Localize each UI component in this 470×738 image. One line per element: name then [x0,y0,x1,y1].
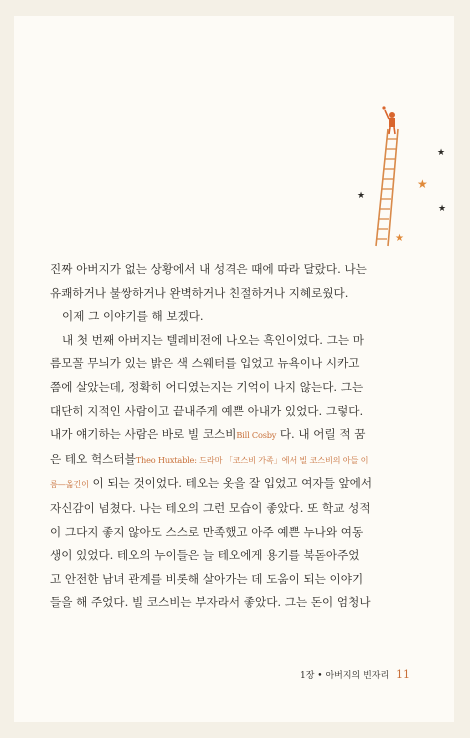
translator-note: 름—옮긴이 [50,479,89,490]
translator-note: Theo Huxtable: 드라마 「코스비 가족」에서 빌 코스비의 아들 이 [135,454,369,465]
star-icon: ★ [395,233,404,244]
star-icon: ★ [437,148,446,158]
text-line: 유쾌하거나 불쌍하거나 완벽하거나 친절하거나 지혜로웠다. [50,285,349,300]
ladder-to-stars-illustration [354,101,464,251]
page-footer [300,668,410,681]
text-line: 쯤에 살았는데, 정확히 어디였는지는 기억이 나지 않는다. 그는 [50,379,364,394]
text-line: 들을 해 주었다. 빌 코스비는 부자라서 좋았다. 그는 돈이 엄청나 [50,595,371,610]
page-number: 11 [396,668,411,681]
translator-note: Bill Cosby [236,430,277,441]
star-icon: ★ [417,177,428,191]
text-line: 고 안전한 남녀 관계를 비롯해 살아가는 데 도움이 되는 이야기 [50,571,364,586]
text-line: 름—옮긴이 이 되는 것이었다. 테오는 옷을 잘 입었고 여자들 앞에서 [50,476,373,491]
paragraph [50,305,412,329]
paragraph [50,258,412,305]
text-line: 이 그다지 좋지 않아도 스스로 만족했고 아주 예쁜 누나와 여동 [50,524,364,539]
text-line: 내가 얘기하는 사람은 바로 빌 코스비Bill Cosby 다. 내 어릴 적 꿈 [50,427,366,442]
ladder-rungs [377,139,397,239]
text-line: 이제 그 이야기를 해 보겠다. [62,309,204,324]
text-line: 은 테오 헉스터블Theo Huxtable: 드라마 「코스비 가족」에서 빌 코스비의 아들 이 [50,451,369,466]
text-line: 진짜 아버지가 없는 상황에서 내 성격은 때에 따라 달랐다. 나는 [50,262,367,276]
ladder-rail-right [388,129,398,246]
star-icon: ★ [438,204,447,214]
chapter-title: 1장 • 아버지의 빈자리 [300,671,390,681]
star-icon: ★ [357,191,366,201]
text-line: 생이 있었다. 테오의 누이들은 늘 테오에게 용기를 북돋아주었 [50,548,360,563]
paragraph [50,329,412,615]
text-line: 대단히 지적인 사람이고 끝내주게 예쁜 아내가 있었다. 그렇다. [50,403,364,418]
text-line: 름모꼴 무늬가 있는 밝은 색 스웨터를 입었고 뉴욕이나 시카고 [50,356,360,371]
text-line: 내 첫 번째 아버지는 텔레비전에 나오는 흑인이었다. 그는 마 [62,332,364,347]
body-text [50,258,412,615]
text-line: 자신감이 넘쳤다. 나는 테오의 그런 모습이 좋았다. 또 학교 성적 [50,500,371,515]
book-page [14,16,454,722]
